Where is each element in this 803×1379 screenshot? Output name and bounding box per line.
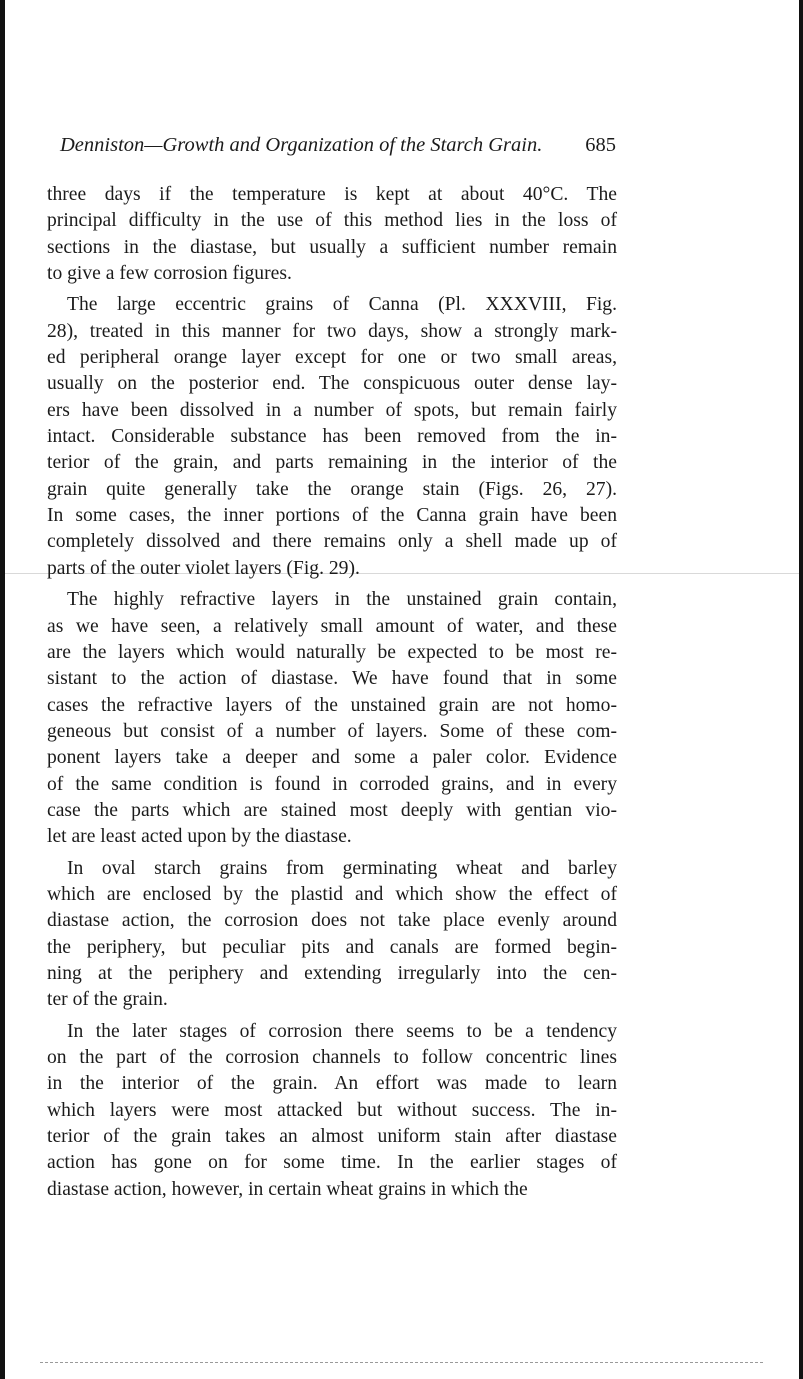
paragraph: [47, 182, 617, 287]
text-line: three days if the temperature is kept at about 40°C. The: [47, 184, 617, 205]
paragraph: [47, 292, 617, 582]
text-line: case the parts which are stained most deeply with gentian vio-: [47, 799, 617, 821]
text-line: ter of the grain.: [47, 989, 168, 1011]
text-line: In some cases, the inner portions of the Canna grain have been: [47, 505, 617, 527]
text-line: cases the refractive layers of the unstained grain are not homo-: [47, 694, 617, 716]
text-line: which layers were most attacked but without success. The in-: [47, 1099, 617, 1121]
text-line: terior of the grain, and parts remaining in the interior of the: [47, 452, 617, 474]
bottom-rule: [40, 1362, 763, 1364]
text-line: completely dissolved and there remains only a shell made up of: [47, 531, 617, 553]
text-line: to give a few corrosion figures.: [47, 263, 292, 285]
text-line: ponent layers take a deeper and some a paler color. Evidence: [47, 747, 617, 769]
text-line: of the same condition is found in corroded grains, and in every: [47, 773, 617, 795]
page-number: 685: [585, 134, 616, 156]
text-line: diastase action, however, in certain wheat grains in which the: [47, 1178, 528, 1200]
text-line: are the layers which would naturally be expected to be most re-: [47, 641, 617, 663]
text-line: let are least acted upon by the diastase.: [47, 826, 352, 848]
page-header: [60, 134, 616, 157]
text-line: The large eccentric grains of Canna (Pl. XXXVIII, Fig.: [67, 294, 617, 316]
text-line: geneous but consist of a number of layers. Some of these com-: [47, 720, 617, 742]
text-line: diastase action, the corrosion does not take place evenly around: [47, 910, 617, 932]
text-line: on the part of the corrosion channels to follow concentric lines: [47, 1047, 617, 1068]
text-line: 28), treated in this manner for two days, show a strongly mark-: [47, 320, 617, 342]
scan-edge-right: [799, 0, 803, 1379]
text-line: terior of the grain takes an almost uniform stain after diastase: [47, 1126, 617, 1148]
running-title: Denniston—Growth and Organization of the Starch Grain.: [60, 134, 543, 156]
text-line: sistant to the action of diastase. We have found that in some: [47, 668, 617, 690]
text-line: In the later stages of corrosion there seems to be a tendency: [67, 1020, 617, 1042]
text-line: The highly refractive layers in the unstained grain contain,: [67, 589, 617, 611]
text-line: sections in the diastase, but usually a sufficient number remain: [47, 236, 617, 258]
text-line: principal difficulty in the use of this method lies in the loss of: [47, 210, 617, 232]
paragraph: [47, 587, 617, 850]
text-line: parts of the outer violet layers (Fig. 29).: [47, 557, 360, 579]
text-line: action has gone on for some time. In the earlier stages of: [47, 1152, 617, 1174]
text-line: as we have seen, a relatively small amount of water, and these: [47, 615, 617, 637]
paragraph: [47, 1019, 617, 1203]
text-line: In oval starch grains from germinating wheat and barley: [67, 857, 617, 879]
scan-edge-left: [0, 0, 5, 1379]
text-line: ning at the periphery and extending irregularly into the cen-: [47, 962, 617, 984]
text-line: usually on the posterior end. The conspicuous outer dense lay-: [47, 373, 617, 395]
text-line: in the interior of the grain. An effort was made to learn: [47, 1073, 617, 1095]
text-line: ed peripheral orange layer except for one or two small areas,: [47, 347, 617, 369]
text-line: the periphery, but peculiar pits and canals are formed begin-: [47, 936, 617, 958]
body-text: [47, 182, 617, 1208]
text-line: intact. Considerable substance has been removed from the in-: [47, 426, 617, 448]
text-line: which are enclosed by the plastid and which show the effect of: [47, 883, 617, 905]
paragraph: [47, 856, 617, 1014]
text-line: grain quite generally take the orange stain (Figs. 26, 27).: [47, 478, 617, 500]
text-line: ers have been dissolved in a number of spots, but remain fairly: [47, 399, 617, 421]
